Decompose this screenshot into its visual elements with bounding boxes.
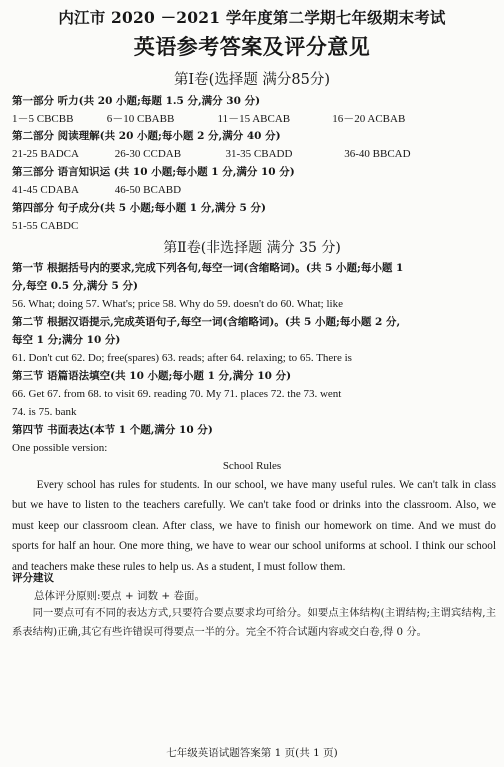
part1-heading: 第一部分 听力(共 20 小题;每题 1.5 分,满分 30 分) — [12, 95, 261, 107]
answer-group: 1－5 CBCBB — [12, 113, 74, 125]
grading-heading: 评分建议 — [12, 572, 54, 584]
exam-title: 内江市 2020 －2021 学年度第二学期七年级期末考试 — [58, 8, 446, 27]
volume-2-title: 第Ⅱ卷(非选择题 满分 35 分) — [163, 240, 341, 256]
answer-group: 36-40 BBCAD — [344, 148, 411, 160]
page-footer: 七年级英语试题答案第 1 页(共 1 页) — [166, 747, 338, 759]
answer-group: 16－20 ACBAB — [332, 113, 406, 125]
essay-body: Every school has rules for students. In our school, we have many useful rules. We can't talk in class but we have to listen to the teachers carefully. We can't take food or drinks into the classroom. Also, we must keep our classroom clean. After class, we have to finish our homework on time. And we must do sports for half an hour. One more thing, we have to wear our school uniforms at school. I think our school and teachers make these rules to help us. As a student, I must follow them. — [12, 479, 496, 573]
answer-group: 21-25 BADCA — [12, 148, 79, 160]
essay-title: School Rules — [222, 460, 282, 472]
part1-answers — [12, 111, 496, 128]
part2-answers — [12, 146, 496, 163]
essay-intro: One possible version: — [12, 442, 108, 454]
grading-details: 同一要点可有不同的表达方式,只要符合要点要求均可给分。如要点主体结构(主谓结构;主谓宾结构,主系表结构)正确,其它有些许错误可得要点一半的分。完全不符合试题内容或交白卷,得 0 分。 — [12, 607, 496, 638]
answer-group: 46-50 BCABD — [114, 184, 182, 196]
section2-answers: 61. Don't cut 62. Do; free(spares) 63. reads; after 64. relaxing; to 65. There is — [12, 352, 352, 364]
answer-group: 6－10 CBABB — [106, 113, 175, 125]
part4-answers — [12, 218, 496, 235]
part3-answers — [12, 182, 496, 199]
answer-group: 31-35 CBADD — [225, 148, 293, 160]
section2-heading: 第二节 根据汉语提示,完成英语句子,每空一词(含缩略词)。(共 5 小题;每小题 2 分, — [12, 316, 401, 328]
section1-heading: 第一节 根据括号内的要求,完成下列各句,每空一词(含缩略词)。(共 5 小题;每小题 1 — [12, 262, 404, 274]
section1-answers: 56. What; doing 57. What's; price 58. Why do 59. doesn't do 60. What; like — [12, 298, 343, 310]
section3-heading: 第三节 语篇语法填空(共 10 小题;每小题 1 分,满分 10 分) — [12, 370, 292, 382]
part4-heading: 第四部分 句子成分(共 5 小题;每小题 1 分,满分 5 分) — [12, 202, 266, 214]
grading-principle: 总体评分原则:要点 + 词数 + 卷面。 — [34, 590, 205, 602]
section1-heading-cont: 分,每空 0.5 分,满分 5 分) — [12, 280, 138, 292]
section3-answers: 66. Get 67. from 68. to visit 69. reading 70. My 71. places 72. the 73. went — [12, 388, 342, 400]
section2-heading-cont: 每空 1 分;满分 10 分) — [12, 334, 121, 346]
answer-group: 51-55 CABDC — [12, 220, 79, 232]
part3-heading: 第三部分 语言知识运 (共 10 小题;每小题 1 分,满分 10 分) — [12, 166, 295, 178]
section4-heading: 第四节 书面表达(本节 1 个题,满分 10 分) — [12, 424, 213, 436]
answer-group: 11－15 ABCAB — [217, 113, 291, 125]
part2-heading: 第二部分 阅读理解(共 20 小题;每小题 2 分,满分 40 分) — [12, 130, 281, 142]
document-title: 英语参考答案及评分意见 — [133, 34, 371, 59]
answer-group: 26-30 CCDAB — [114, 148, 182, 160]
volume-1-title: 第Ⅰ卷(选择题 满分85分) — [173, 72, 331, 88]
answer-group: 41-45 CDABA — [12, 184, 79, 196]
section3-answers-cont: 74. is 75. bank — [12, 406, 77, 418]
